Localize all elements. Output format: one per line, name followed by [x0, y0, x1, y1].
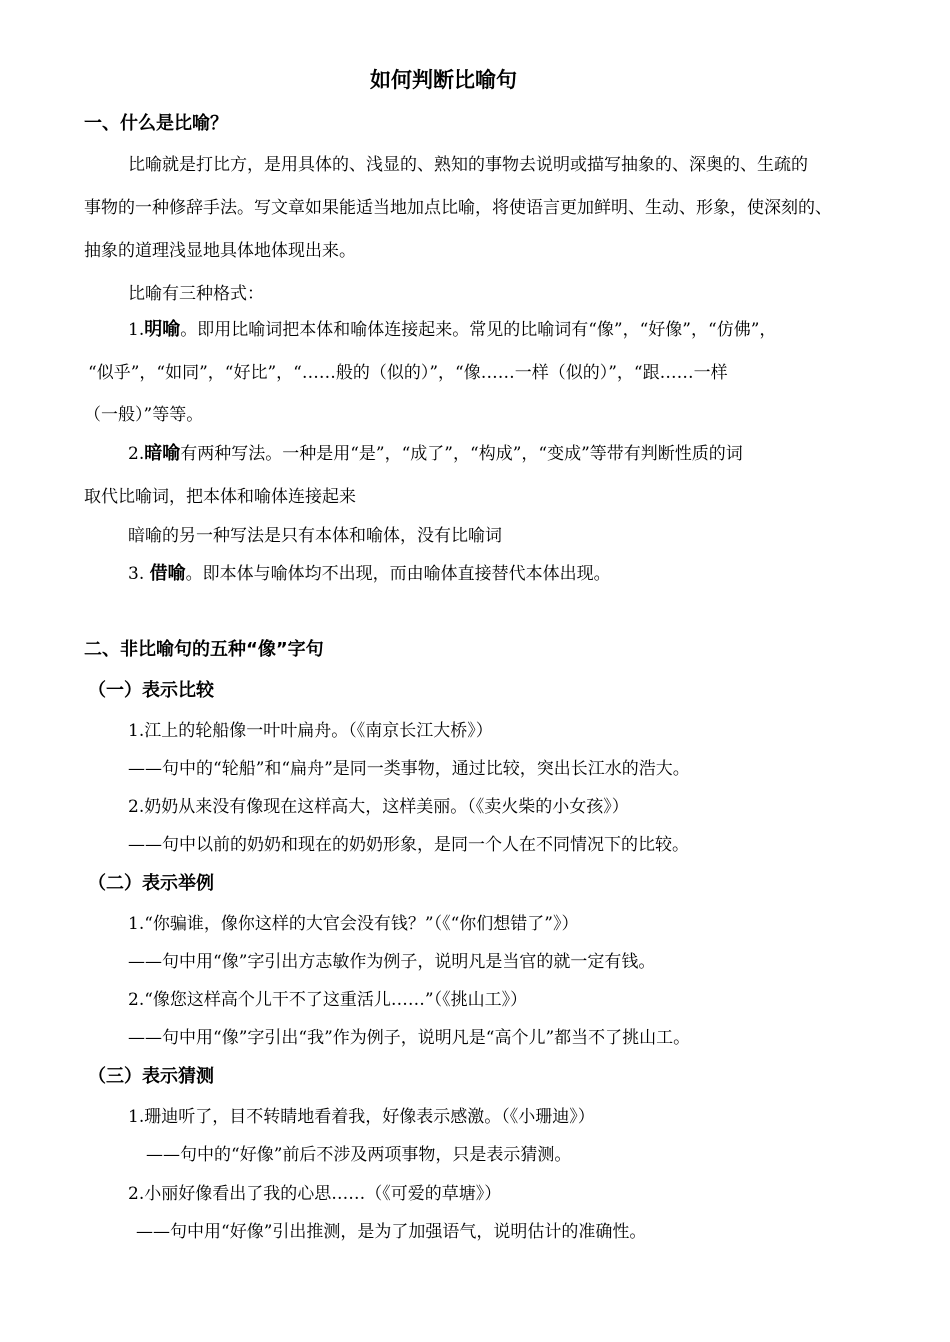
subsection-guess-heading: （三）表示猜测 — [88, 1066, 214, 1087]
format-item-3-number: 3. — [128, 564, 145, 584]
example-usage-2: 2.“像您这样高个儿干不了这重活儿……”（《挑山工》） — [128, 990, 528, 1010]
section2-heading: 二、非比喻句的五种“像”字句 — [84, 639, 324, 660]
format-item-2-term: 暗喻 — [144, 443, 181, 464]
example-usage-1-note: ——句中用“像”字引出方志敏作为例子，说明凡是当官的就一定有钱。 — [128, 952, 656, 972]
format-item-2-number: 2. — [128, 444, 145, 464]
comparison-example-2: 2.奶奶从来没有像现在这样高大，这样美丽。（《卖火柴的小女孩》） — [128, 797, 629, 817]
guess-example-2-note: ——句中用“好像”引出推测，是为了加强语气，说明估计的准确性。 — [136, 1222, 647, 1242]
guess-example-2: 2.小丽好像看出了我的心思……（《可爱的草塘》） — [128, 1184, 502, 1204]
format-item-2 — [128, 442, 743, 466]
guess-example-1: 1.珊迪听了，目不转睛地看着我，好像表示感激。（《小珊迪》） — [128, 1107, 595, 1127]
example-usage-1: 1.“你骗谁，像你这样的大官会没有钱？”（《“你们想错了”》） — [128, 914, 579, 934]
format-item-1-number: 1. — [128, 320, 145, 340]
page-title: 如何判断比喻句 — [370, 68, 517, 92]
subsection-example-heading: （二）表示举例 — [88, 873, 214, 894]
format-item-2-line3: 暗喻的另一种写法是只有本体和喻体，没有比喻词 — [128, 526, 502, 546]
format-item-1-line2: “似乎”，“如同”，“好比”，“……般的（似的）”，“像……一样（似的）”，“跟……一样 — [88, 363, 728, 383]
format-item-1-term: 明喻 — [144, 319, 181, 340]
guess-example-1-note: ——句中的“好像”前后不涉及两项事物，只是表示猜测。 — [146, 1145, 572, 1165]
formats-intro: 比喻有三种格式： — [128, 284, 264, 304]
comparison-example-1: 1.江上的轮船像一叶叶扁舟。（《南京长江大桥》） — [128, 721, 493, 741]
format-item-3-term: 借喻 — [149, 563, 186, 584]
subsection-comparison-heading: （一）表示比较 — [88, 680, 214, 701]
format-item-2-line2: 取代比喻词，把本体和喻体连接起来 — [84, 487, 356, 507]
section1-heading: 一、什么是比喻？ — [84, 113, 228, 134]
format-item-3 — [128, 562, 611, 586]
section1-paragraph-line3: 抽象的道理浅显地具体地体现出来。 — [84, 241, 356, 261]
format-item-1-text: 。即用比喻词把本体和喻体连接起来。常见的比喻词有“像”，“好像”，“仿佛”， — [180, 320, 777, 340]
comparison-example-1-note: ——句中的“轮船”和“扁舟”是同一类事物，通过比较，突出长江水的浩大。 — [128, 759, 690, 779]
format-item-1 — [128, 318, 776, 342]
section1-paragraph-line1: 比喻就是打比方，是用具体的、浅显的、熟知的事物去说明或描写抽象的、深奥的、生疏的 — [128, 155, 808, 175]
section1-paragraph-line2: 事物的一种修辞手法。写文章如果能适当地加点比喻，将使语言更加鲜明、生动、形象，使深刻的、 — [84, 198, 832, 218]
example-usage-2-note: ——句中用“像”字引出“我”作为例子，说明凡是“高个儿”都当不了挑山工。 — [128, 1028, 691, 1048]
format-item-3-text: 。即本体与喻体均不出现，而由喻体直接替代本体出现。 — [185, 564, 611, 584]
format-item-1-line3: （一般）”等等。 — [84, 405, 204, 425]
comparison-example-2-note: ——句中以前的奶奶和现在的奶奶形象，是同一个人在不同情况下的比较。 — [128, 835, 689, 855]
format-item-2-text: 有两种写法。一种是用“是”，“成了”，“构成”，“变成”等带有判断性质的词 — [180, 444, 743, 464]
